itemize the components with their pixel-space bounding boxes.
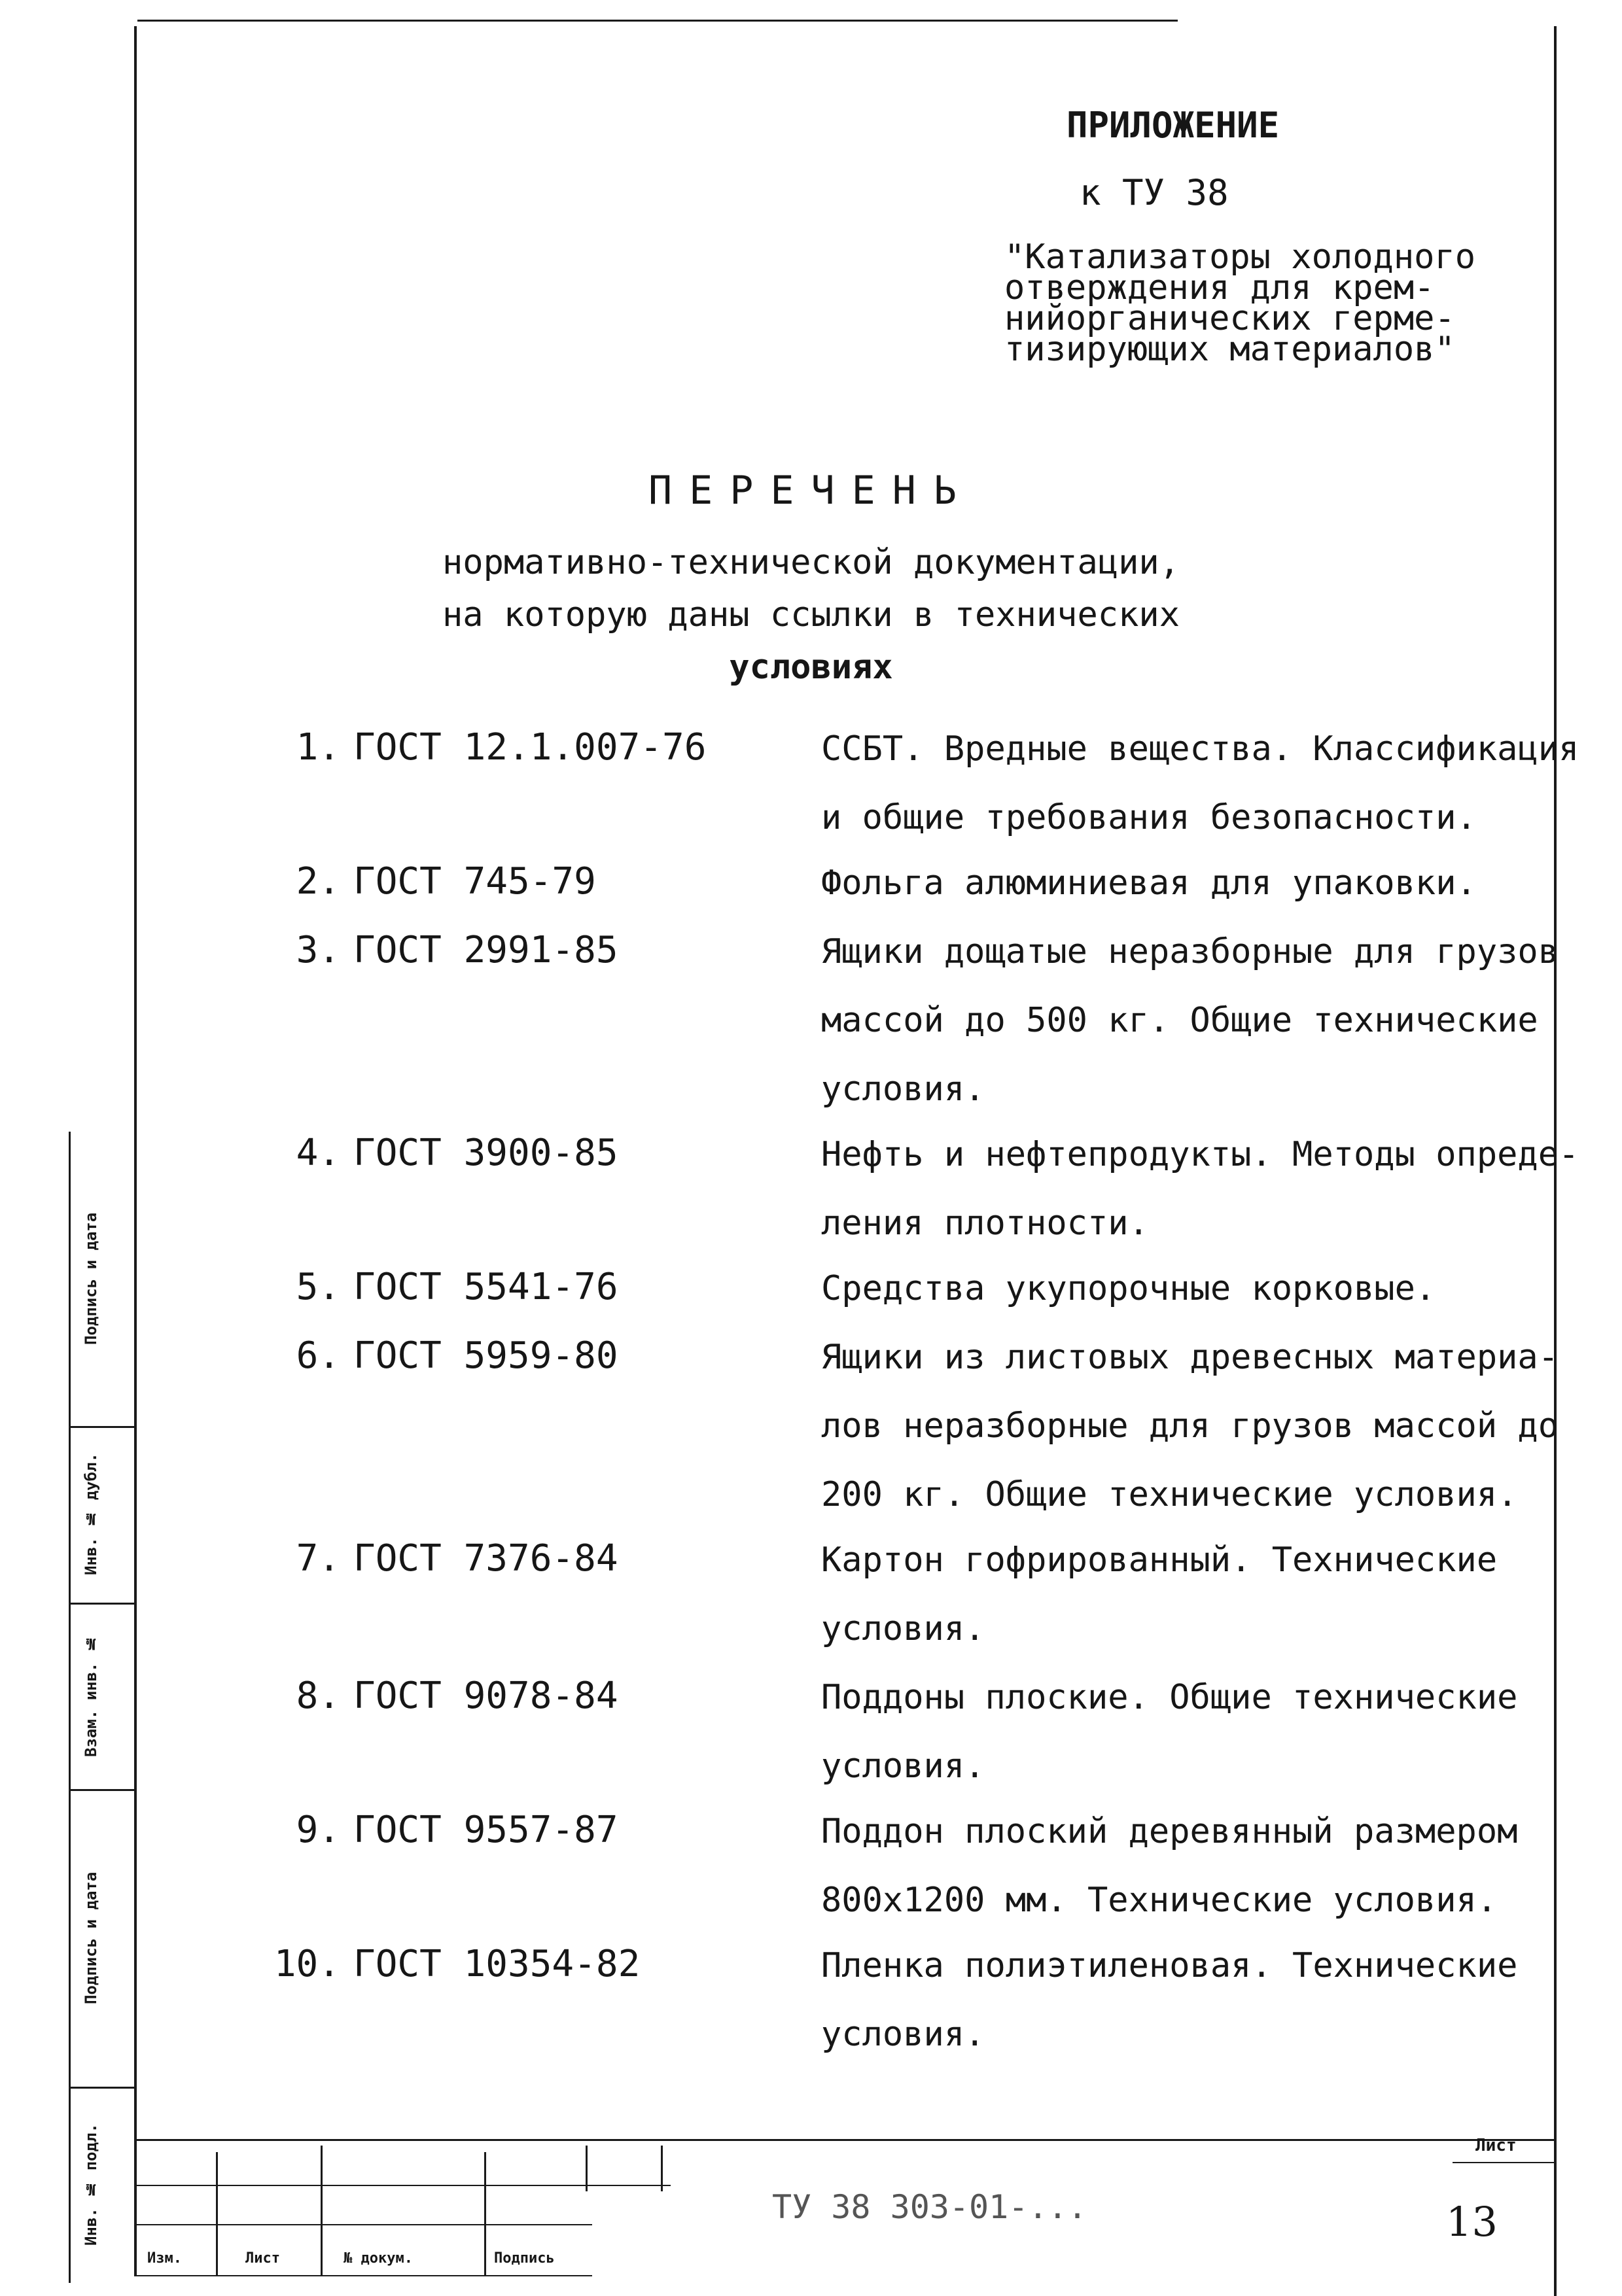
reference-code: ГОСТ 5541-76 xyxy=(353,1266,618,1308)
reference-description: Ящики из листовых древесных материа- xyxy=(821,1338,1559,1377)
reference-number: 6. xyxy=(296,1334,340,1377)
side-stamp-divider xyxy=(69,2087,134,2089)
reference-number: 9. xyxy=(296,1809,340,1851)
document-title: ПЕРЕЧЕНЬ xyxy=(648,468,974,513)
title-block-sheet-line xyxy=(1453,2162,1554,2163)
tu-reference: к ТУ 38 xyxy=(1080,172,1229,213)
reference-description: массой до 500 кг. Общие технические xyxy=(821,1001,1538,1040)
side-stamp-divider xyxy=(69,1603,134,1605)
frame-top-border xyxy=(137,20,1178,22)
reference-description: условия. xyxy=(821,2015,985,2054)
title-block-col-line xyxy=(661,2146,663,2191)
reference-number: 3. xyxy=(296,929,340,971)
side-stamp-cell: Подпись и дата xyxy=(82,1212,100,1346)
reference-description: 200 кг. Общие технические условия. xyxy=(821,1475,1518,1514)
subtitle-line: на которую даны ссылки в технических xyxy=(442,595,1180,635)
subtitle-line: нормативно-технической документации, xyxy=(442,543,1180,582)
reference-number: 8. xyxy=(296,1675,340,1717)
reference-description: Пленка полиэтиленовая. Технические xyxy=(821,1946,1518,1985)
title-block-bottom-line xyxy=(134,2275,592,2276)
side-stamp-divider xyxy=(69,1789,134,1791)
document-subtitle xyxy=(0,536,1622,693)
reference-description: ССБТ. Вредные вещества. Классификация xyxy=(821,729,1579,769)
reference-code: ГОСТ 7376-84 xyxy=(353,1537,618,1580)
title-block-col-label: Лист xyxy=(245,2250,280,2267)
reference-code: ГОСТ 2991-85 xyxy=(353,929,618,971)
reference-number: 2. xyxy=(296,860,340,903)
reference-description: Ящики дощатые неразборные для грузов xyxy=(821,932,1559,971)
title-block-col-line xyxy=(484,2152,486,2276)
reference-code: ГОСТ 5959-80 xyxy=(353,1334,618,1377)
reference-code: ГОСТ 9078-84 xyxy=(353,1675,618,1717)
title-block-col-line xyxy=(321,2146,323,2276)
reference-description: условия. xyxy=(821,1747,985,1786)
title-block-row-line xyxy=(134,2185,671,2186)
appendix-label: ПРИЛОЖЕНИЕ xyxy=(1067,105,1280,146)
product-title: "Катализаторы холодного отверждения для крем- нийорганических герме- тизирующих материалов" xyxy=(1004,237,1476,369)
reference-code: ГОСТ 10354-82 xyxy=(353,1943,641,1985)
side-stamp-cell: Инв. № подл. xyxy=(82,2123,100,2246)
reference-description: 800x1200 мм. Технические условия. xyxy=(821,1881,1498,1920)
subtitle-line: условиях xyxy=(729,648,893,687)
side-stamp-cell: Взам. инв. № xyxy=(82,1635,100,1757)
reference-description: Поддоны плоские. Общие технические xyxy=(821,1678,1518,1717)
reference-description: условия. xyxy=(821,1609,985,1648)
title-block-sheet-number: 13 xyxy=(1446,2198,1498,2246)
reference-number: 1. xyxy=(296,726,340,769)
reference-number: 10. xyxy=(273,1943,340,1985)
reference-description: Поддон плоский деревянный размером xyxy=(821,1812,1518,1851)
reference-number: 4. xyxy=(296,1132,340,1174)
reference-description: Фольга алюминиевая для упаковки. xyxy=(821,863,1477,903)
side-stamp-cell: Инв. № дубл. xyxy=(82,1453,100,1576)
reference-number: 5. xyxy=(296,1266,340,1308)
side-stamp-divider xyxy=(69,1426,134,1428)
reference-description: ления плотности. xyxy=(821,1204,1149,1243)
title-block-col-label: Подпись xyxy=(494,2250,555,2267)
title-block-row-line xyxy=(134,2224,592,2225)
reference-code: ГОСТ 12.1.007-76 xyxy=(353,726,707,769)
title-block-top-line xyxy=(134,2139,1555,2141)
side-stamp-cell: Подпись и дата xyxy=(82,1871,100,2004)
title-block-col-label: № докум. xyxy=(344,2250,413,2267)
title-block-col-label: Изм. xyxy=(147,2250,182,2267)
side-stamp-outer-line xyxy=(69,1132,71,2283)
reference-description: Картон гофрированный. Технические xyxy=(821,1540,1498,1580)
title-block-sheet-label: Лист xyxy=(1475,2136,1517,2155)
reference-number: 7. xyxy=(296,1537,340,1580)
reference-description: лов неразборные для грузов массой до xyxy=(821,1406,1559,1446)
reference-code: ГОСТ 745-79 xyxy=(353,860,596,903)
title-block-col-line xyxy=(586,2146,588,2191)
title-block-col-line xyxy=(216,2152,218,2276)
reference-description: Средства укупорочные корковые. xyxy=(821,1269,1436,1308)
frame-left-border xyxy=(134,26,137,2276)
reference-description: условия. xyxy=(821,1070,985,1109)
reference-code: ГОСТ 9557-87 xyxy=(353,1809,618,1851)
reference-description: и общие требования безопасности. xyxy=(821,798,1477,837)
title-block-doc-code: ТУ 38 303-01-... xyxy=(772,2188,1087,2226)
reference-code: ГОСТ 3900-85 xyxy=(353,1132,618,1174)
reference-description: Нефть и нефтепродукты. Методы опреде- xyxy=(821,1135,1579,1174)
